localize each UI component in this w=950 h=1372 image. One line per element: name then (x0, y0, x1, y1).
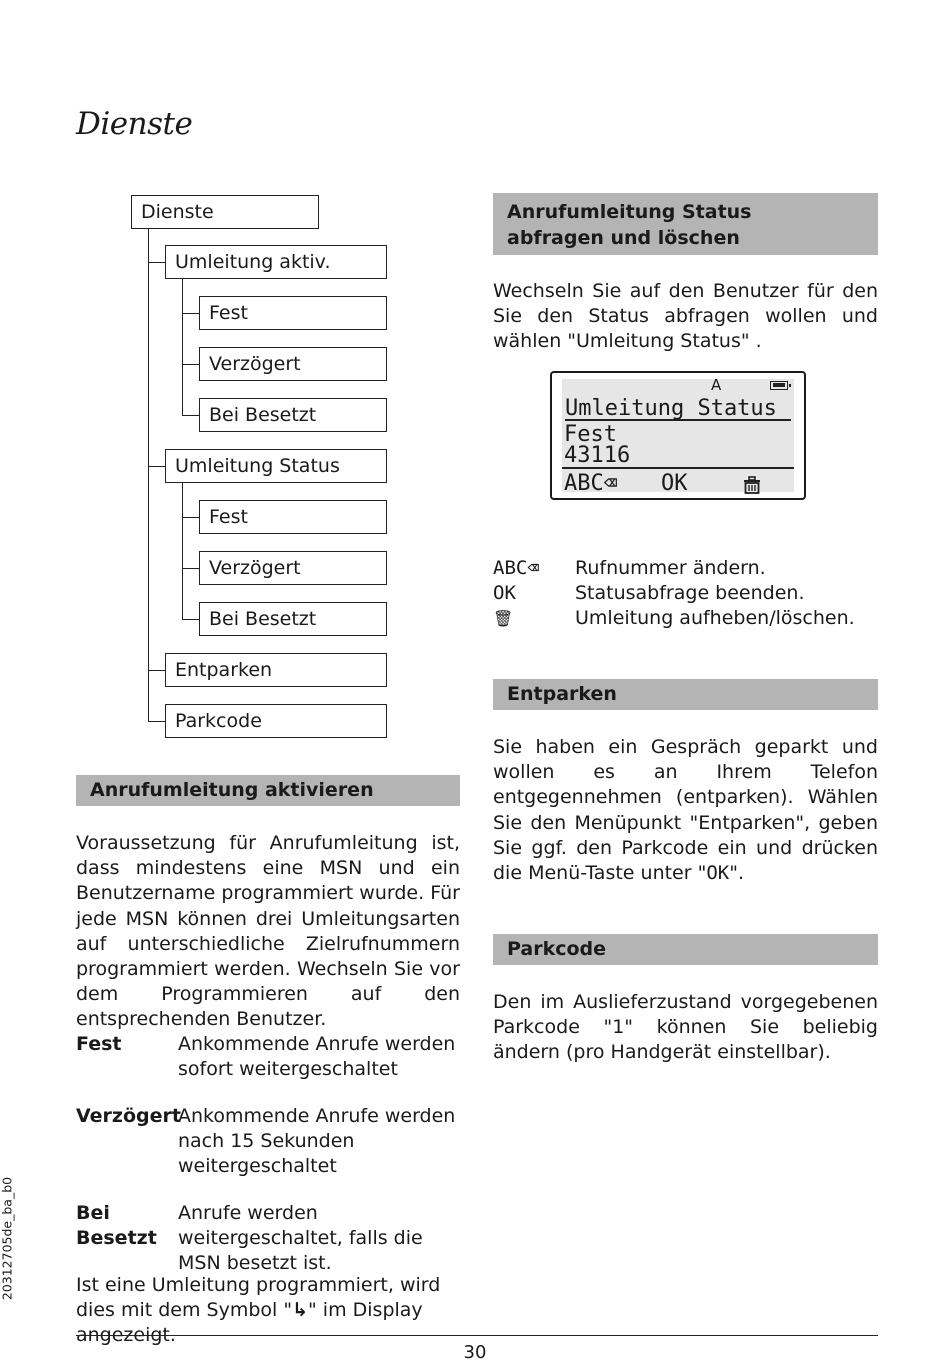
entparken-text-after: ". (729, 862, 745, 885)
legend-text-ok: Statusabfrage beenden. (575, 582, 805, 604)
phone-display (550, 371, 806, 500)
entparken-ok: OK (706, 862, 730, 885)
aktivieren-paragraph: Voraussetzung für Anrufumleitung ist, dass mindestens eine MSN und ein Benutzername programmiert wurde. Für jede MSN können drei Umleitungsarten auf unterschiedliche Zielrufnummern programmiert werden. Wechseln Sie vor dem Programmieren auf den entsprechenden Benutzer. (76, 832, 460, 1031)
term-bei-besetzt (76, 1201, 157, 1251)
trash-icon[interactable] (743, 476, 761, 494)
forward-arrow-icon: ↳ (292, 1299, 309, 1322)
term-bei: Bei (76, 1202, 110, 1224)
legend-sym-ok: OK (493, 582, 516, 604)
battery-icon (770, 381, 788, 390)
tree-connector (182, 279, 183, 415)
display-indicator: A (711, 376, 722, 394)
parkcode-paragraph: Den im Auslieferzustand vorgegebenen Parkcode "1" können Sie beliebig ändern (pro Handgerät einstellbar). (493, 991, 878, 1064)
tree-branch (182, 568, 200, 569)
menu-item-status-besetzt: Bei Besetzt (199, 602, 387, 636)
symbol-paragraph (76, 1273, 466, 1349)
tree-branch (148, 262, 165, 263)
definition-besetzt: Anrufe werden weitergeschaltet, falls die MSN besetzt ist. (178, 1202, 423, 1275)
menu-item-aktiv-verzoegert: Verzögert (199, 347, 387, 381)
legend-sym-abc: ABC⌫ (493, 557, 539, 579)
status-heading-line2: abfragen und löschen (507, 227, 740, 249)
term-verzoegert: Verzögert (76, 1105, 181, 1127)
symbol-text-after: " im Display angezeigt. (76, 1299, 423, 1347)
section-heading-entparken: Entparken (493, 679, 878, 710)
term-fest: Fest (76, 1033, 122, 1055)
menu-item-parkcode: Parkcode (165, 704, 387, 738)
menu-item-status-fest: Fest (199, 500, 387, 534)
menu-item-aktiv-besetzt: Bei Besetzt (199, 398, 387, 432)
status-paragraph: Wechseln Sie auf den Benutzer für den Sie den Status abfragen wollen und wählen "Umleitung Status" . (493, 280, 878, 353)
display-title: Umleitung Status (565, 398, 791, 421)
section-heading-status (493, 193, 878, 255)
legend-trash-icon: 🗑 (493, 609, 514, 628)
symbol-text-before: Ist eine Umleitung programmiert, wird dies mit dem Symbol " (76, 1274, 441, 1322)
tree-branch (182, 313, 200, 314)
menu-item-status-verzoegert: Verzögert (199, 551, 387, 585)
tree-connector (148, 228, 149, 722)
section-heading-parkcode: Parkcode (493, 934, 878, 965)
legend-text-abc: Rufnummer ändern. (575, 557, 766, 579)
page-title: Dienste (76, 106, 193, 142)
entparken-paragraph (493, 735, 878, 886)
tree-connector (182, 483, 183, 619)
entparken-text-before: Sie haben ein Gespräch geparkt und wollen es an Ihrem Telefon entgegennehmen (entparken). Wählen Sie den Menüpunkt "Entparken", geben Sie ggf. den Parkcode ein und drücken die Menü-Taste unter " (493, 736, 878, 885)
battery-fill (773, 383, 785, 387)
display-divider (562, 467, 794, 469)
menu-item-entparken: Entparken (165, 653, 387, 687)
tree-branch (182, 415, 200, 416)
display-line2: 43116 (564, 443, 631, 468)
softkey-ok[interactable]: OK (661, 471, 688, 496)
legend-text-trash: Umleitung aufheben/löschen. (575, 607, 855, 629)
menu-item-dienste: Dienste (131, 195, 319, 229)
footer-rule (76, 1335, 878, 1336)
section-heading-aktivieren: Anrufumleitung aktivieren (76, 775, 460, 806)
menu-item-umleitung-aktiv: Umleitung aktiv. (165, 245, 387, 279)
status-heading-line1: Anrufumleitung Status (507, 201, 752, 223)
menu-item-umleitung-status: Umleitung Status (165, 449, 387, 483)
page-number: 30 (463, 1342, 487, 1363)
definition-verzoegert: Ankommende Anrufe werden nach 15 Sekunden weitergeschaltet (178, 1105, 456, 1178)
document-code: 20312705de_ba_b0 (0, 1176, 15, 1301)
term-besetzt: Besetzt (76, 1227, 157, 1250)
tree-branch (182, 517, 200, 518)
tree-branch (182, 619, 200, 620)
tree-branch (148, 466, 165, 467)
softkey-abc[interactable]: ABC⌫ (564, 471, 617, 496)
tree-branch (182, 364, 200, 365)
tree-branch (148, 721, 165, 722)
display-line1: Fest (564, 422, 617, 447)
menu-item-aktiv-fest: Fest (199, 296, 387, 330)
definition-fest: Ankommende Anrufe werden sofort weitergeschaltet (178, 1033, 456, 1081)
tree-branch (148, 670, 165, 671)
battery-tip (789, 384, 791, 387)
